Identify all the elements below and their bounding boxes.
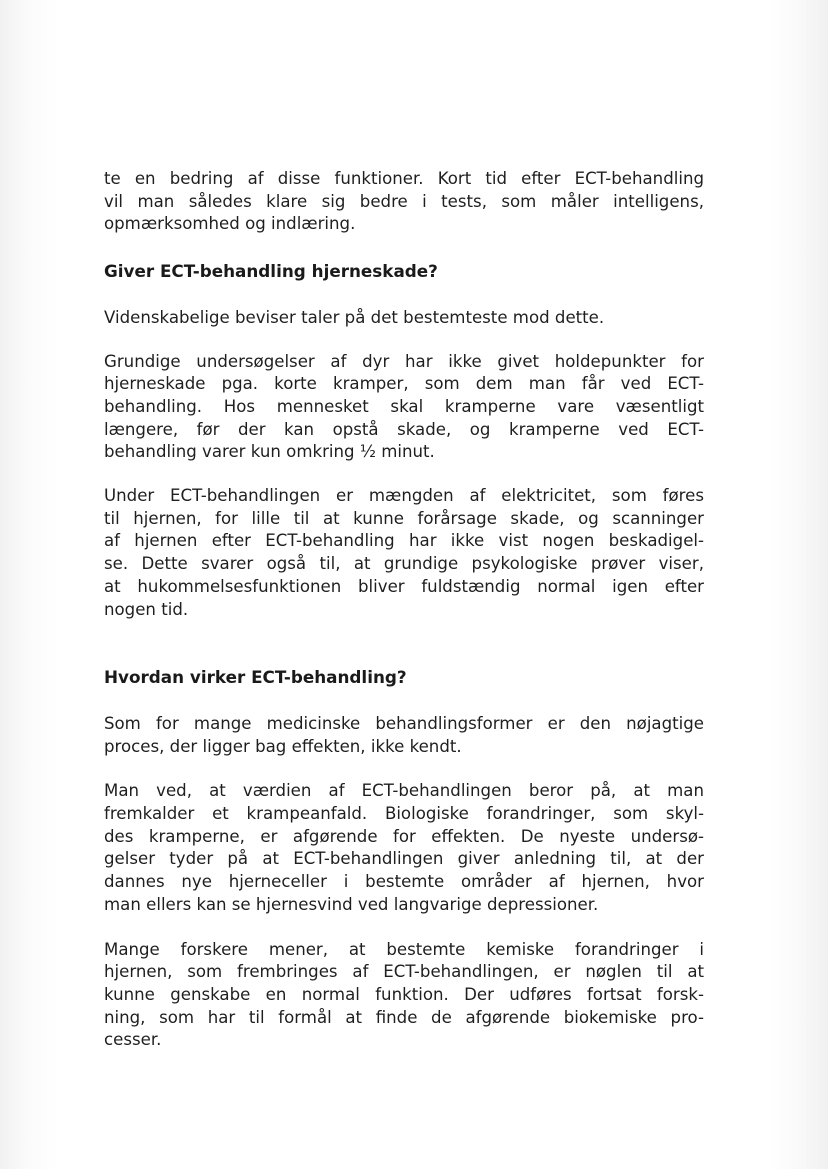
text-line: af hjernen efter ECT-behandling har ikke vist nogen beskadigel- [104,531,704,551]
paragraph-animal-studies [104,351,704,465]
text-line: gelser tyder på at ECT-behandlingen giver anledning til, at der [104,849,704,869]
page-text-body [104,168,704,1052]
text-line: til hjernen, for lille til at kunne forårsage skade, og scanninger [104,508,704,528]
text-line: Man ved, at værdien af ECT-behandlingen beror på, at man [104,781,704,801]
text-line: dannes nye hjerneceller i bestemte områder af hjernen, hvor [104,872,704,892]
text-line: cesser. [104,1030,162,1050]
paragraph-scientific-evidence [104,307,704,330]
text-line: fremkalder et krampeanfald. Biologiske forandringer, som skyl- [104,804,704,824]
text-line: hjernen, som frembringes af ECT-behandlingen, er nøglen til at [104,962,704,982]
intro-paragraph [104,168,704,236]
text-line: behandling. Hos mennesket skal kramperne vare væsentligt [104,396,704,416]
paragraph-seizure-value [104,780,704,916]
text-line: behandling varer kun omkring ½ minut. [104,442,435,462]
text-line: vil man således klare sig bedre i tests, som måler intelligens, [104,191,704,211]
text-line: des kramperne, er afgørende for effekten. De nyeste undersø- [104,826,704,846]
text-line: længere, før der kan opstå skade, og kramperne ved ECT- [104,419,704,439]
text-line: nogen tid. [104,599,189,619]
paragraph-chemical-changes [104,939,704,1053]
text-line: te en bedring af disse funktioner. Kort tid efter ECT-behandling [104,169,704,188]
text-line: Videnskabelige beviser taler på det bestemteste mod dette. [104,307,605,327]
text-line: at hukommelsesfunktionen bliver fuldstændig normal igen efter [104,576,704,596]
paragraph-mechanism-unknown [104,713,704,758]
text-line: se. Dette svarer også til, at grundige psykologiske prøver viser, [104,554,704,574]
text-line: ning, som har til formål at finde de afgørende biokemiske pro- [104,1007,704,1027]
section-heading-brain-damage: Giver ECT-behandling hjerneskade? [104,261,438,282]
text-line: man ellers kan se hjernesvind ved langvarige depressioner. [104,894,599,914]
section-heading-how-it-works: Hvordan virker ECT-behandling? [104,667,407,688]
paragraph-electricity-amount [104,485,704,621]
text-line: kunne genskabe en normal funktion. Der udføres fortsat forsk- [104,984,704,1004]
text-line: Under ECT-behandlingen er mængden af elektricitet, som føres [104,486,704,506]
text-line: Grundige undersøgelser af dyr har ikke givet holdepunkter for [104,351,704,371]
text-line: hjerneskade pga. korte kramper, som dem man får ved ECT- [104,374,704,394]
text-line: Som for mange medicinske behandlingsformer er den nøjagtige [104,713,704,733]
text-line: Mange forskere mener, at bestemte kemiske forandringer i [104,939,704,959]
text-line: opmærksomhed og indlæring. [104,214,356,234]
text-line: proces, der ligger bag effekten, ikke kendt. [104,736,462,756]
